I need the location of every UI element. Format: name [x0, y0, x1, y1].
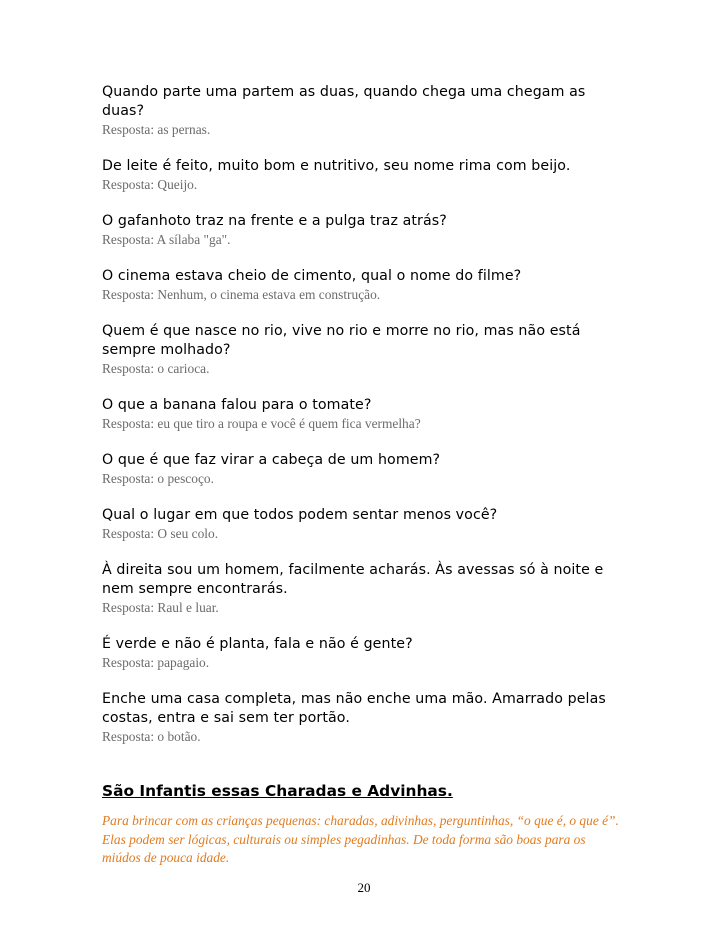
riddle-question: O que a banana falou para o tomate?: [102, 397, 372, 413]
riddle-question: O gafanhoto traz na frente e a pulga traz atrás?: [102, 213, 447, 229]
riddle-question: De leite é feito, muito bom e nutritivo, seu nome rima com beijo.: [102, 158, 571, 174]
riddle-item: [102, 322, 622, 377]
page-number: 20: [357, 880, 371, 895]
riddle-answer: Resposta: Nenhum, o cinema estava em construção.: [102, 287, 381, 302]
riddle-item: [102, 212, 622, 248]
riddle-question: Enche uma casa completa, mas não enche uma mão. Amarrado pelas costas, entra e sai sem ter portão.: [102, 691, 606, 726]
riddle-question: Quando parte uma partem as duas, quando chega uma chegam as duas?: [102, 84, 586, 119]
riddle-item: [102, 396, 622, 432]
riddle-answer: Resposta: o botão.: [102, 729, 201, 744]
riddle-answer: Resposta: as pernas.: [102, 122, 211, 137]
riddle-question: O que é que faz virar a cabeça de um homem?: [102, 452, 441, 468]
riddle-item: [102, 83, 622, 138]
riddle-item: [102, 635, 622, 671]
riddle-answer: Resposta: Queijo.: [102, 177, 198, 192]
page-content: [102, 83, 622, 868]
riddle-question: Qual o lugar em que todos podem sentar menos você?: [102, 507, 498, 523]
riddle-item: [102, 690, 622, 745]
section-intro: Para brincar com as crianças pequenas: charadas, adivinhas, perguntinhas, “o que é, o que é”. Elas podem ser lógicas, culturais ou simples pegadinhas. De toda forma são boas para os miúdos de pouca idade.: [102, 813, 619, 865]
riddle-question: À direita sou um homem, facilmente acharás. Às avessas só à noite e nem sempre encontrarás.: [102, 562, 604, 597]
riddle-item: [102, 561, 622, 616]
riddle-item: [102, 157, 622, 193]
riddle-item: [102, 451, 622, 487]
riddle-answer: Resposta: Raul e luar.: [102, 600, 219, 615]
riddle-answer: Resposta: papagaio.: [102, 655, 210, 670]
riddle-question: O cinema estava cheio de cimento, qual o nome do filme?: [102, 268, 522, 284]
riddle-answer: Resposta: O seu colo.: [102, 526, 219, 541]
riddle-answer: Resposta: A sílaba "ga".: [102, 232, 231, 247]
riddle-question: Quem é que nasce no rio, vive no rio e morre no rio, mas não está sempre molhado?: [102, 323, 581, 358]
riddle-answer: Resposta: o pescoço.: [102, 471, 214, 486]
riddle-question: É verde e não é planta, fala e não é gente?: [102, 636, 413, 652]
riddle-answer: Resposta: o carioca.: [102, 361, 210, 376]
riddle-item: [102, 267, 622, 303]
riddle-item: [102, 506, 622, 542]
riddle-answer: Resposta: eu que tiro a roupa e você é quem fica vermelha?: [102, 416, 421, 431]
section-heading: São Infantis essas Charadas e Advinhas.: [102, 782, 453, 800]
